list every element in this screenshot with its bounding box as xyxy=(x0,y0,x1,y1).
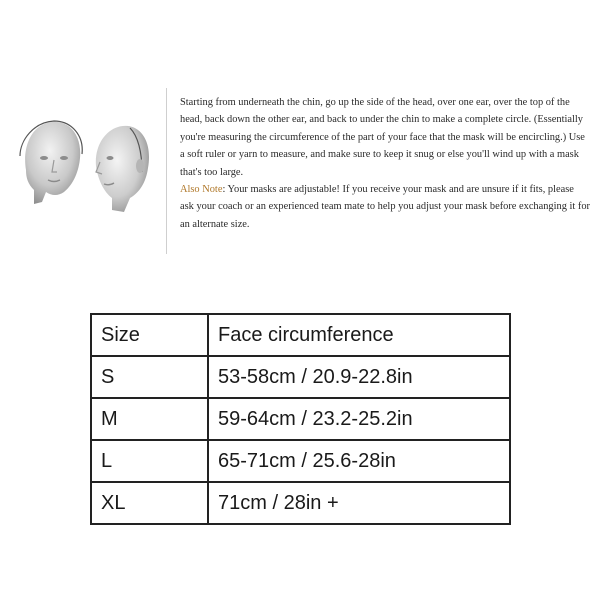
header-size: Size xyxy=(91,314,208,356)
circumference-cell: 53-58cm / 20.9-22.8in xyxy=(208,356,510,398)
front-head-figure xyxy=(20,121,82,204)
note-text: : Your masks are adjustable! If you receive your mask and are unsure if it fits, please ask your coach or an experienced team mate to help you adjust your mask before exchanging it for an alternate size. xyxy=(180,184,590,230)
head-measurement-illustration xyxy=(12,106,162,216)
circumference-cell: 65-71cm / 25.6-28in xyxy=(208,440,510,482)
measurement-instructions xyxy=(180,94,590,233)
circumference-cell: 59-64cm / 23.2-25.2in xyxy=(208,398,510,440)
size-chart-table xyxy=(90,313,511,525)
instructions-paragraph: Starting from underneath the chin, go up the side of the head, over one ear, over the top of the head, back down the other ear, and back to under the chin to make a complete circle. (Essentially you're measuring the circumference of the part of your face that the mask will be encircling.) Use a soft ruler or yarn to measure, and make sure to keep it snug or else you'll wind up with a mask that's too large. xyxy=(180,97,585,178)
table-row xyxy=(91,356,510,398)
note-label: Also Note xyxy=(180,184,223,196)
header-face-circumference: Face circumference xyxy=(208,314,510,356)
size-cell: L xyxy=(91,440,208,482)
size-cell: S xyxy=(91,356,208,398)
table-header-row xyxy=(91,314,510,356)
table-row xyxy=(91,398,510,440)
circumference-cell: 71cm / 28in + xyxy=(208,482,510,524)
table-row xyxy=(91,482,510,524)
size-cell: XL xyxy=(91,482,208,524)
table-row xyxy=(91,440,510,482)
side-head-figure xyxy=(96,126,149,212)
adjustable-note xyxy=(180,181,590,233)
size-cell: M xyxy=(91,398,208,440)
vertical-divider xyxy=(166,88,167,254)
